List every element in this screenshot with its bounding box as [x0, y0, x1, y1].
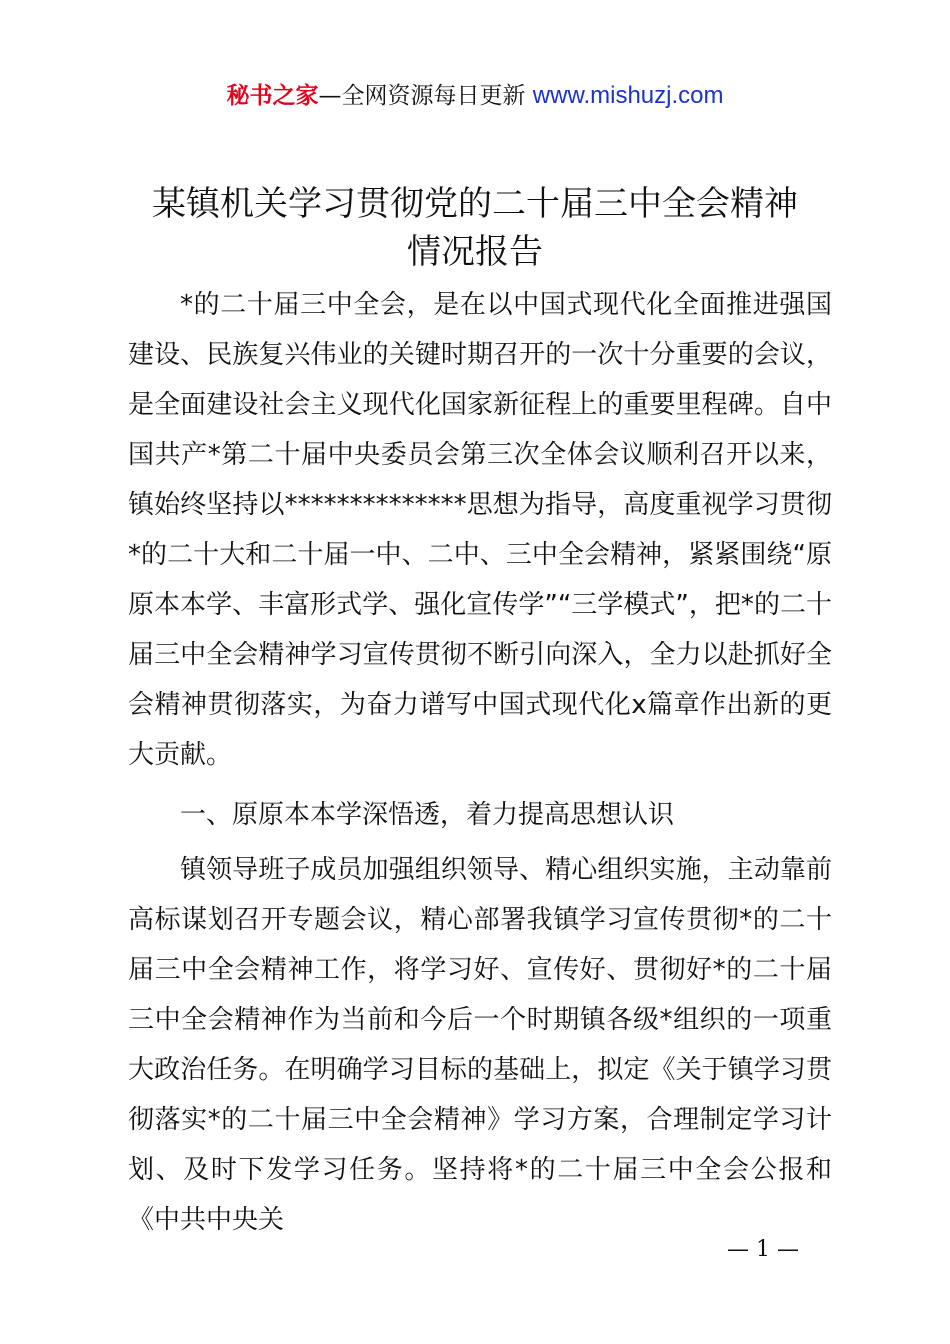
intro-paragraph: *的二十届三中全会，是在以中国式现代化全面推进强国建设、民族复兴伟业的关键时期召开的一次十分重要的会议，是全面建设社会主义现代化国家新征程上的重要里程碑。自中国共产*第二十届中央委员会第三次全体会议顺利召开以来，镇始终坚持以**************思想为指导，高度重视学习贯彻*的二十大和二十届一中、二中、三中全会精神，紧紧围绕“原原本本学、丰富形式学、强化宣传学”“三学模式”，把*的二十届三中全会精神学习宣传贯彻不断引向深入，全力以赴抓好全会精神贯彻落实，为奋力谱写中国式现代化x篇章作出新的更大贡献。 [128, 290, 832, 770]
section-1-paragraph: 镇领导班子成员加强组织领导、精心组织实施，主动靠前高标谋划召开专题会议，精心部署我镇学习宣传贯彻*的二十届三中全会精神工作，将学习好、宣传好、贯彻好*的二十届三中全会精神作为当前和今后一个时期镇各级*组织的一项重大政治任务。在明确学习目标的基础上，拟定《关于镇学习贯彻落实*的二十届三中全会精神》学习方案，合理制定学习计划、及时下发学习任务。坚持将*的二十届三中全会公报和《中共中央关 [128, 855, 832, 1235]
page-number: — 1 — [727, 1237, 799, 1262]
site-tagline: —全网资源每日更新 [318, 83, 526, 109]
section-heading-1: 一、原原本本学深悟透，着力提高思想认识 [180, 800, 675, 830]
site-header [0, 80, 950, 112]
document-body [128, 280, 832, 1245]
title-line-1: 某镇机关学习贯彻党的二十届三中全会精神 [152, 184, 798, 224]
site-url-link[interactable]: www.mishuzj.com [532, 82, 724, 109]
site-brand: 秘书之家 [226, 83, 319, 109]
title-line-2: 情况报告 [407, 232, 543, 272]
document-title [100, 180, 850, 276]
